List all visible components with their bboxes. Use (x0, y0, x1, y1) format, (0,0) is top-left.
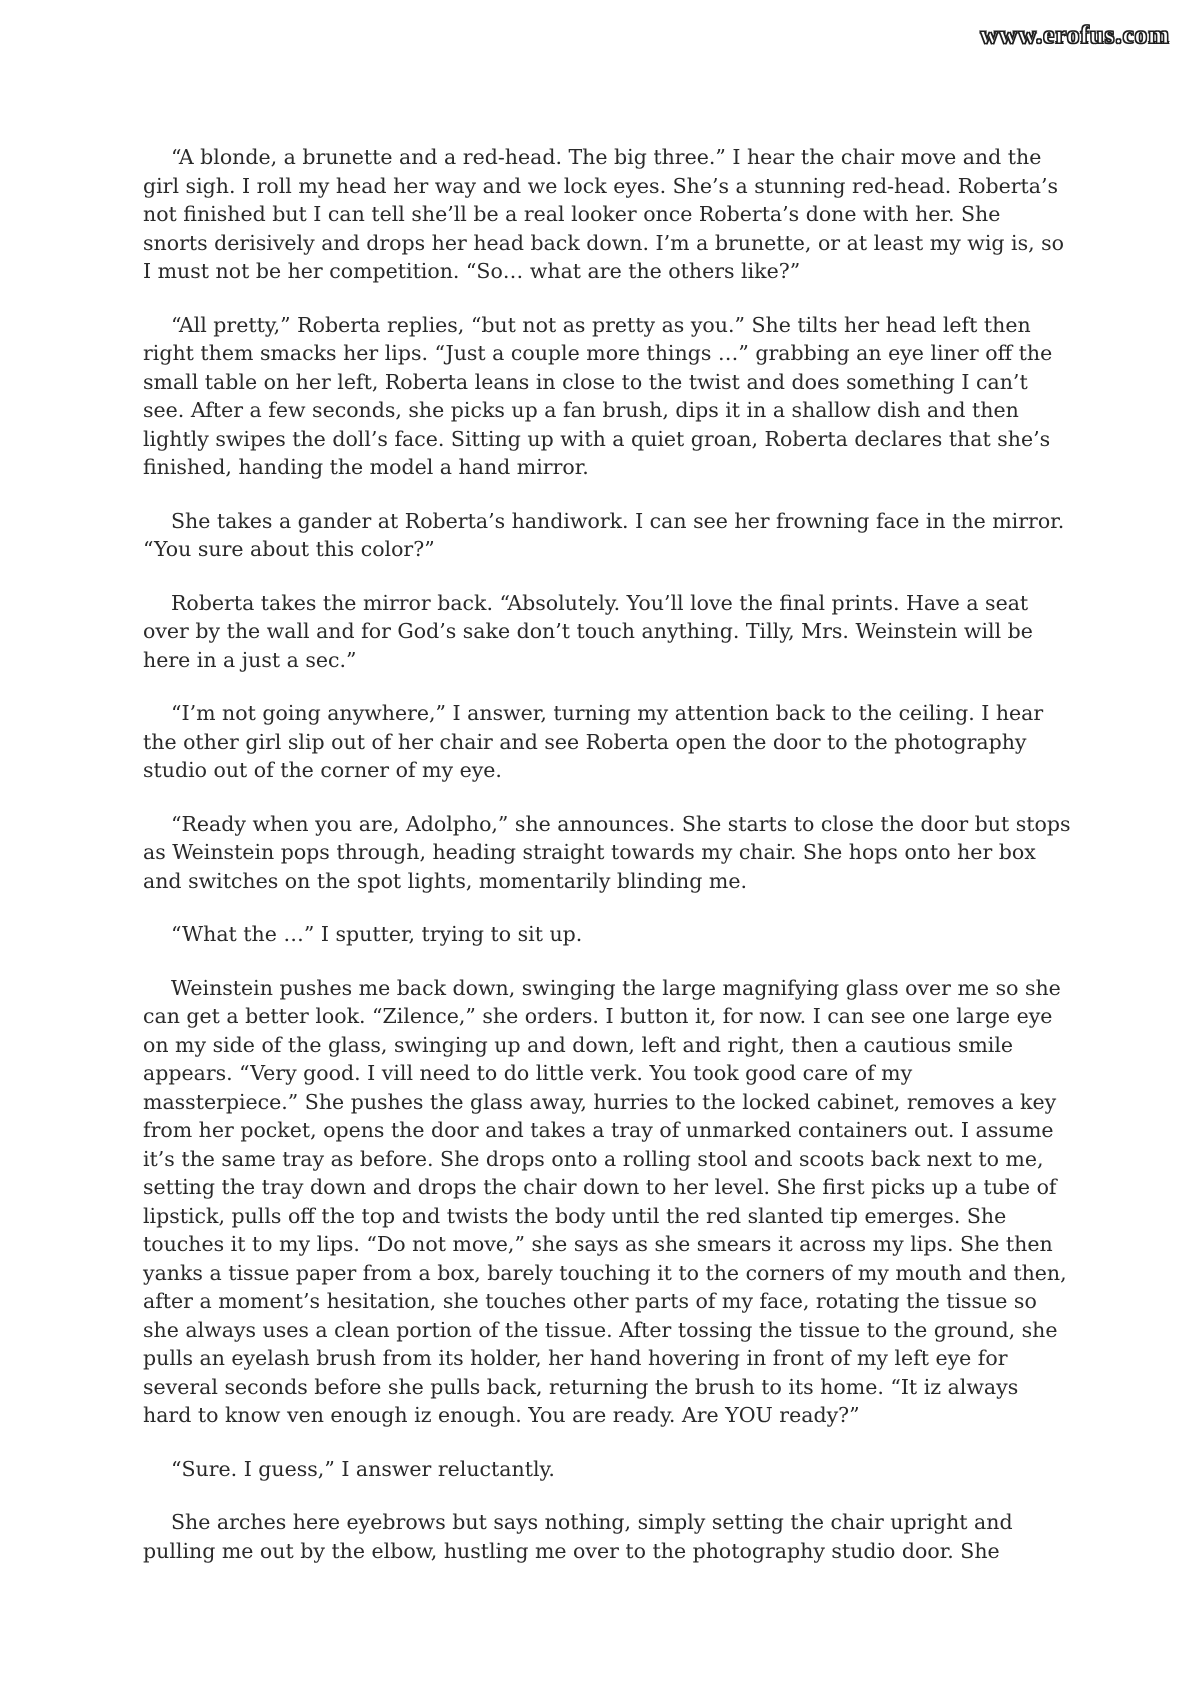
page-body (143, 143, 1071, 1590)
paragraph-7: “What the …” I sputter, trying to sit up. (171, 922, 583, 946)
paragraph-4: Roberta takes the mirror back. “Absolutely. You’ll love the final prints. Have a seat over by the wall and for God’s sake don’t touch anything. Tilly, Mrs. Weinstein will be here in a just a sec.” (143, 590, 1033, 672)
paragraph-6: “Ready when you are, Adolpho,” she announces. She starts to close the door but stops as Weinstein pops through, heading straight towards my chair. She hops onto her box and switches on the spot lights, momentarily blinding me. (143, 811, 1071, 893)
paragraph-8: Weinstein pushes me back down, swinging the large magnifying glass over me so she can get a better look. “Zilence,” she orders. I button it, for now. I can see one large eye on my side of the glass, swinging up and down, left and right, then a cautious smile appears. “Very good. I vill need to do little verk. You took good care of my massterpiece.” She pushes the glass away, hurries to the locked cabinet, removes a key from her pocket, opens the door and takes a tray of unmarked containers out. I assume it’s the same tray as before. She drops onto a rolling stool and scoots back next to me, setting the tray down and drops the chair down to her level. She first picks up a tube of lipstick, pulls off the top and twists the body until the red slanted tip emerges. She touches it to my lips. “Do not move,” she says as she smears it across my lips. She then yanks a tissue paper from a box, barely touching it to the corners of my mouth and then, after a moment’s hesitation, she touches other parts of my face, rotating the tissue so she always uses a clean portion of the tissue. After tossing the tissue to the ground, she pulls an eyelash brush from its holder, her hand hovering in front of my left eye for several seconds before she pulls back, returning the brush to its home. “It iz always hard to know ven enough iz enough. You are ready. Are YOU ready?” (143, 975, 1067, 1427)
paragraph-9: “Sure. I guess,” I answer reluctantly. (171, 1456, 555, 1481)
paragraph-2: “All pretty,” Roberta replies, “but not as pretty as you.” She tilts her head left then right them smacks her lips. “Just a couple more things …” grabbing an eye liner off the small table on her left, Roberta leans in close to the twist and does something I can’t see. After a few seconds, she picks up a fan brush, dips it in a shallow dish and then lightly swipes the doll’s face. Sitting up with a quiet groan, Roberta declares that she’s finished, handing the model a hand mirror. (143, 312, 1053, 479)
paragraph-3: She takes a gander at Roberta’s handiwork. I can see her frowning face in the mirror. “You sure about this color?” (143, 508, 1065, 561)
paragraph-1: “A blonde, a brunette and a red-head. The big three.” I hear the chair move and the girl sigh. I roll my head her way and we lock eyes. She’s a stunning red-head. Roberta’s not finished but I can tell she’ll be a real looker once Roberta’s done with her. She snorts derisively and drops her head back down. I’m a brunette, or at least my wig is, so I must not be her competition. “So… what are the others like?” (143, 145, 1065, 283)
paragraph-5: “I’m not going anywhere,” I answer, turning my attention back to the ceiling. I hear the other girl slip out of her chair and see Roberta open the door to the photography studio out of the corner of my eye. (143, 701, 1044, 782)
watermark-logo: www.erofus.com (980, 22, 1170, 49)
paragraph-10: She arches here eyebrows but says nothing, simply setting the chair upright and pulling me out by the elbow, hustling me over to the photography studio door. She (143, 1510, 1013, 1563)
